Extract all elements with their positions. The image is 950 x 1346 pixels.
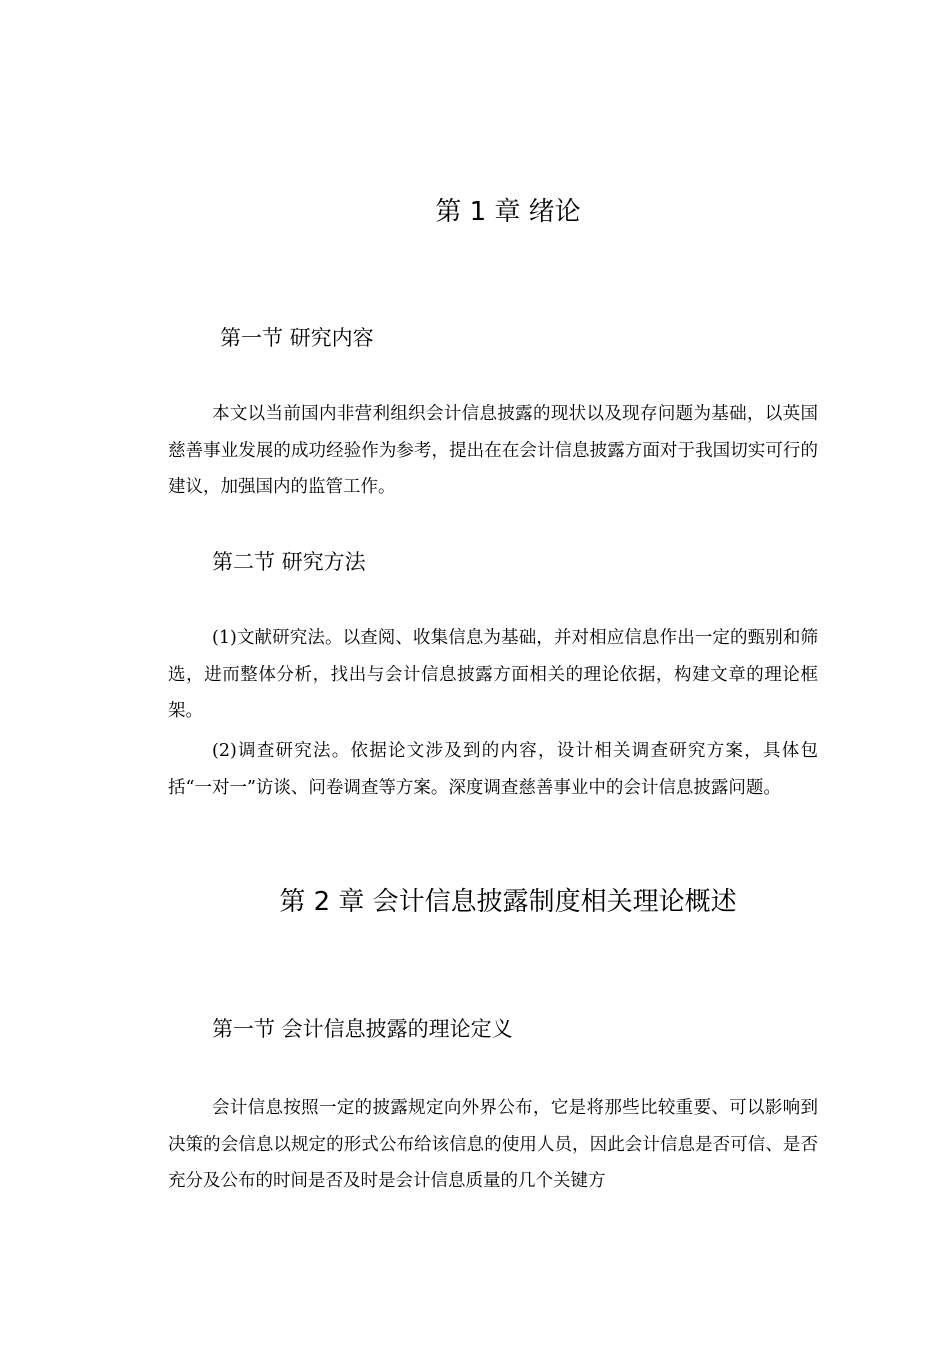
chapter-2-section-1-title: 第一节 会计信息披露的理论定义 (212, 1017, 513, 1041)
chapter-1-section-2-title: 第二节 研究方法 (212, 550, 366, 574)
chapter-1-section-1-title: 第一节 研究内容 (220, 326, 374, 350)
chapter-1-title: 第 1 章 绪论 (435, 197, 581, 227)
chapter-2-section-1-paragraph-1: 会计信息按照一定的披露规定向外界公布，它是将那些比较重要、可以影响到决策的会信息以规定的形式公布给该信息的使用人员，因此会计信息是否可信、是否充分及公布的时间是否及时是会计信息质量的几个关键方 (168, 1098, 818, 1191)
chapter-1-section-2-paragraph-1: (1)文献研究法。以查阅、收集信息为基础，并对相应信息作出一定的甄别和筛选，进而整体分析，找出与会计信息披露方面相关的理论依据，构建文章的理论框架。 (168, 628, 818, 721)
chapter-1-section-2-paragraph-2: (2)调查研究法。依据论文涉及到的内容，设计相关调查研究方案，具体包括“一对一”访谈、问卷调查等方案。深度调查慈善事业中的会计信息披露问题。 (168, 741, 818, 798)
chapter-1-section-1-paragraph-1: 本文以当前国内非营利组织会计信息披露的现状以及现存问题为基础，以英国慈善事业发展的成功经验作为参考，提出在在会计信息披露方面对于我国切实可行的建议，加强国内的监管工作。 (168, 404, 818, 497)
chapter-2-title: 第 2 章 会计信息披露制度相关理论概述 (279, 887, 737, 917)
